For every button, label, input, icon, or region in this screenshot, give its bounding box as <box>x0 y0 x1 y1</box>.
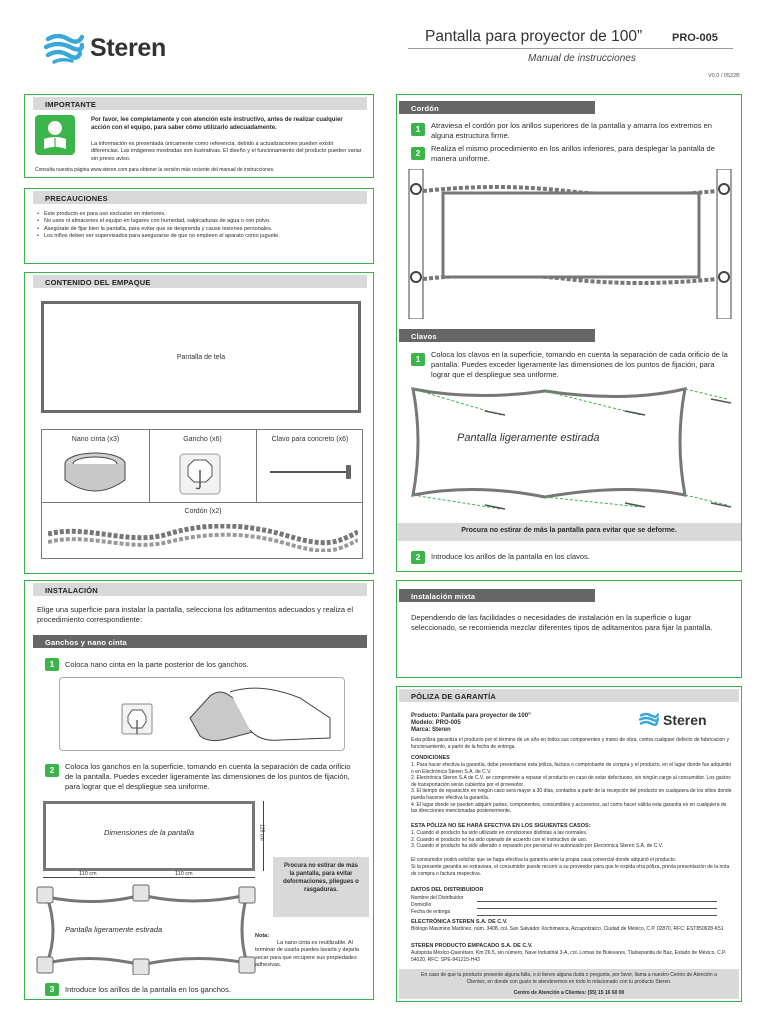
distribuidor-address-label: Domicilio <box>411 902 432 908</box>
steren-wave-icon <box>44 31 84 65</box>
accessories-table <box>41 429 363 559</box>
mixta-heading: Instalación mixta <box>399 589 595 602</box>
precauciones-list <box>37 211 367 240</box>
condiciones-list <box>411 762 733 815</box>
model-number: PRO-005 <box>672 32 718 44</box>
distribuidor-date-label: Fecha de entrega <box>411 909 451 915</box>
garantia-section <box>396 686 742 1002</box>
list-item: • Los niños deben ser supervisados para asegurarse de que no empleen el aparato como juguete. <box>37 233 367 240</box>
list-item: 4. El lugar donde se pueden adquirir partes, componentes, consumibles y accesorios, así como hacer válida esta garantía es en cualquiera de las direcciones mencionadas posteriormente. <box>411 801 727 815</box>
garantia-steren-logo <box>639 711 707 729</box>
nano-note: La nano cinta es reutilizable. Al terminar de usarla puedes lavarla y dejarla secar para que recupere sus propiedades adhesivas. <box>255 940 359 968</box>
tape-roll-icon <box>62 450 128 496</box>
cordon-heading: Cordón <box>399 101 595 114</box>
garantia-marca: Marca: Steren <box>411 727 451 733</box>
exclusiones-title: ESTA PÓLIZA NO SE HARÁ EFECTIVA EN LOS SIGUIENTES CASOS: <box>411 823 591 829</box>
brand-name: Steren <box>90 33 167 62</box>
contact-phone: Centro de Atención a Clientes: (55) 15 16 60 00 <box>513 990 625 996</box>
nail-icon <box>268 464 354 480</box>
distribuidor-title: DATOS DEL DISTRIBUIDOR <box>411 887 484 893</box>
screen-label: Pantalla de tela <box>176 354 226 361</box>
dimensions-label: Dimensiones de la pantalla <box>103 828 195 837</box>
step-1-badge: 1 <box>45 658 59 671</box>
note-label: Nota: <box>255 933 270 939</box>
clavos-step-2: Introduce los arillos de la pantalla en los clavos. <box>431 552 590 561</box>
list-item: • Asegúrate de fijar bien la pantalla, para evitar que se desprenda y cause lesiones personales. <box>37 226 367 233</box>
screen-illustration <box>41 301 361 413</box>
distribuidor-date-line <box>477 915 717 916</box>
list-item: 2. Electrónica Steren S.A de C.V. se compromete a reparar el producto en caso de estar defectuoso, sin ningún cargo al consumidor. Los gastos de transportación serán cubiertos por el proveedor. <box>411 775 731 788</box>
width-dimension-line <box>43 877 255 878</box>
clavos-step-1-badge: 1 <box>411 353 425 366</box>
importante-consult: Consulta nuestra página www.steren.com para obtener la versión más reciente del manual de instrucciones. <box>35 167 275 173</box>
ganchos-step-3: Introduce los arillos de la pantalla en los ganchos. <box>65 985 231 994</box>
instalacion-intro: Elige una superficie para instalar la pantalla, selecciona los aditamentos adecuados y realiza el procedimiento correspondiente: <box>37 605 354 624</box>
clavos-warning: Procura no estirar de más la pantalla para evitar que se deforme. <box>397 523 741 541</box>
page-title: Pantalla para proyector de 100” <box>425 28 643 45</box>
contenido-section <box>24 272 374 574</box>
stretch-warning-box <box>273 857 369 917</box>
steren-wave-icon <box>639 711 659 729</box>
clavos-stretched-label: Pantalla ligeramente estirada <box>457 432 600 444</box>
clavos-step-2-badge: 2 <box>411 551 425 564</box>
company-1-address: Biólogo Maximino Martínez, núm. 3408, col. San Salvador Xochimanca, Azcapotzalco, Ciudad de México, C.P. 02870, RFC: EST850628-K51 <box>411 926 724 932</box>
precauciones-heading: PRECAUCIONES <box>33 191 367 204</box>
ganchos-step-2: Coloca los ganchos en la superficie, tomando en cuenta la separación de cada orificio de la pantalla. Puedes exceder ligeramente las dimensiones de los puntos de fijación, para lograr que el despliegue sea uniforme. <box>65 762 351 791</box>
garantia-brand-name: Steren <box>663 712 707 728</box>
reading-person-icon <box>35 115 75 155</box>
cordon-label: Cordón (x2) <box>184 508 222 515</box>
company-1-title: ELECTRÓNICA STEREN S.A. DE C.V. <box>411 919 508 925</box>
cordon-section <box>396 94 742 572</box>
version-code: V0.0 / 0522B <box>708 73 740 79</box>
dimensions-diagram <box>43 801 255 871</box>
step-2-badge: 2 <box>45 764 59 777</box>
steren-logo <box>44 30 194 66</box>
list-item: • Este producto es para uso exclusivo en interiores. <box>37 211 367 218</box>
importante-section <box>24 94 374 178</box>
distribuidor-address-line <box>477 908 717 909</box>
instalacion-heading: INSTALACIÓN <box>33 583 367 596</box>
cordon-step-1-badge: 1 <box>411 123 425 136</box>
distribuidor-name-line <box>477 901 717 902</box>
hook-icon <box>178 452 222 496</box>
cordon-step-2: Realiza el mismo procedimiento en los arillos inferiores, para desplegar la pantalla de manera uniforme. <box>431 144 715 163</box>
page-subtitle: Manual de instrucciones <box>528 53 636 64</box>
mixta-section <box>396 580 742 678</box>
garantia-extra-2: Si la presente garantía se extraviara, el consumidor puede recurrir a su proveedor para que le expida otra póliza, previa presentación de la nota de compra o factura respectiva. <box>411 864 730 877</box>
clavos-step-1: Coloca los clavos en la superficie, tomando en cuenta la separación de cada orificio de la pantalla. Puedes exceder ligeramente las dimensiones de los puntos de fijación, para lograr que el despliegue sea uniforme. <box>431 350 728 379</box>
cordon-step-2-badge: 2 <box>411 147 425 160</box>
garantia-modelo: Modelo: PRO-005 <box>411 720 461 726</box>
garantia-extra-1: El consumidor podrá solicitar que se haga efectiva la garantía ante la propia casa comercial donde adquirió el producto. <box>411 857 677 863</box>
distribuidor-name-label: Nombre del Distribuidor <box>411 895 464 901</box>
company-2-title: STEREN PRODUCTO EMPACADO S.A. DE C.V. <box>411 943 533 949</box>
hand-applying-hook-icon <box>60 678 346 752</box>
cordon-step-1: Atraviesa el cordón por los arillos superiores de la pantalla y amarra los extremos en alguna estructura firme. <box>431 121 712 140</box>
instalacion-section <box>24 580 374 1000</box>
clavos-heading: Clavos <box>399 329 595 342</box>
list-item: 3. El tiempo de reparación en ningún caso será mayor a 30 días, contados a partir de la recepción del producto en cualquiera de los sitios donde pueda hacerse efectiva la garantía. <box>411 788 732 801</box>
garantia-intro: Esta póliza garantiza el producto por el término de un año en todos sus componentes y mano de obra, contra cualquier defecto de fabricación y funcionamiento, a partir de la fecha de entrega. <box>411 737 729 750</box>
importante-heading: IMPORTANTE <box>33 97 367 110</box>
width-label-1: 110 cm <box>79 871 97 877</box>
list-item: 2. Cuando el producto no ha sido operado de acuerdo con el instructivo de uso. <box>411 836 588 843</box>
list-item: 3. Cuando el producto ha sido alterado o reparado por personal no autorizado por Electrónica Steren S.A. de C.V. <box>411 843 663 850</box>
exclusiones-list <box>411 830 733 850</box>
title-divider <box>408 48 733 49</box>
nano-cinta-label: Nano cinta (x3) <box>71 436 120 443</box>
stretched-screen-label: Pantalla ligeramente estirada <box>65 925 163 934</box>
ganchos-subheading: Ganchos y nano cinta <box>33 635 367 648</box>
width-label-2: 110 cm <box>175 871 193 877</box>
hook-tape-illustration <box>59 677 345 751</box>
importante-warning: Por favor, lee completamente y con atención este instructivo, antes de realizar cualquier acción con el equipo, para saber cómo utilizarlo adecuadamente. <box>91 117 343 131</box>
gancho-label: Gancho (x6) <box>183 436 222 443</box>
condiciones-title: CONDICIONES <box>411 755 450 761</box>
garantia-heading: PÓLIZA DE GARANTÍA <box>399 689 739 702</box>
contact-box <box>399 969 739 999</box>
nails-stretched-diagram <box>405 385 735 513</box>
rope-installation-diagram <box>407 169 733 319</box>
mixta-text: Dependiendo de las facilidades o necesidades de instalación en la superficie o lugar seleccionado, se recomienda mezclar diferentes tipos de aditamentos para fijar la pantalla. <box>411 613 713 632</box>
list-item: • No uses ni almacenes el equipo en lugares con humedad, salpicaduras de agua o con polvo. <box>37 218 367 225</box>
rope-icon <box>48 524 358 552</box>
contact-text: En caso de que tu producto presente alguna falla, o si tienes alguna duda o pregunta, por favor, llama a nuestro Centro de Atención a Clientes, en donde con gusto te atenderemos en todo lo relacionado con tu producto Steren. <box>421 972 717 985</box>
list-item: 1. Para hacer efectiva la garantía, debe presentarse esta póliza, factura o comprobante de compra y el producto, en el lugar donde fue adquirido o en Electrónica Steren S.A. de C.V. <box>411 762 732 775</box>
company-2-address: Autopista México-Querétaro, Km 26.5, sin número, Nave Industrial 3-A, col. Lomas de Bulevares, Tlalnepantla de Baz, Estado de México, C.P. 54020, RFC: SPE-941215-H43 <box>411 950 727 963</box>
height-label: 125 cm <box>258 824 265 841</box>
step-3-badge: 3 <box>45 983 59 996</box>
garantia-producto: Producto: Pantalla para proyector de 100” <box>411 713 532 719</box>
ganchos-step-1: Coloca nano cinta en la parte posterior de los ganchos. <box>65 660 249 669</box>
contenido-heading: CONTENIDO DEL EMPAQUE <box>33 275 367 288</box>
precauciones-section <box>24 188 374 264</box>
importante-info: La información es presentada únicamente como referencia, debido a actualizaciones pueden existir diferencias. Las imágenes mostradas son ilustrativas. El diseño y el funcionamiento del producto pueden variar sin previo aviso. <box>91 141 362 162</box>
list-item: 1. Cuando el producto ha sido utilizado en condiciones distintas a las normales. <box>411 830 588 836</box>
clavo-label: Clavo para concreto (x6) <box>271 436 349 443</box>
stretch-warning: Procura no estirar de más la pantalla, para evitar deformaciones, pliegues o rasgaduras. <box>283 863 359 893</box>
